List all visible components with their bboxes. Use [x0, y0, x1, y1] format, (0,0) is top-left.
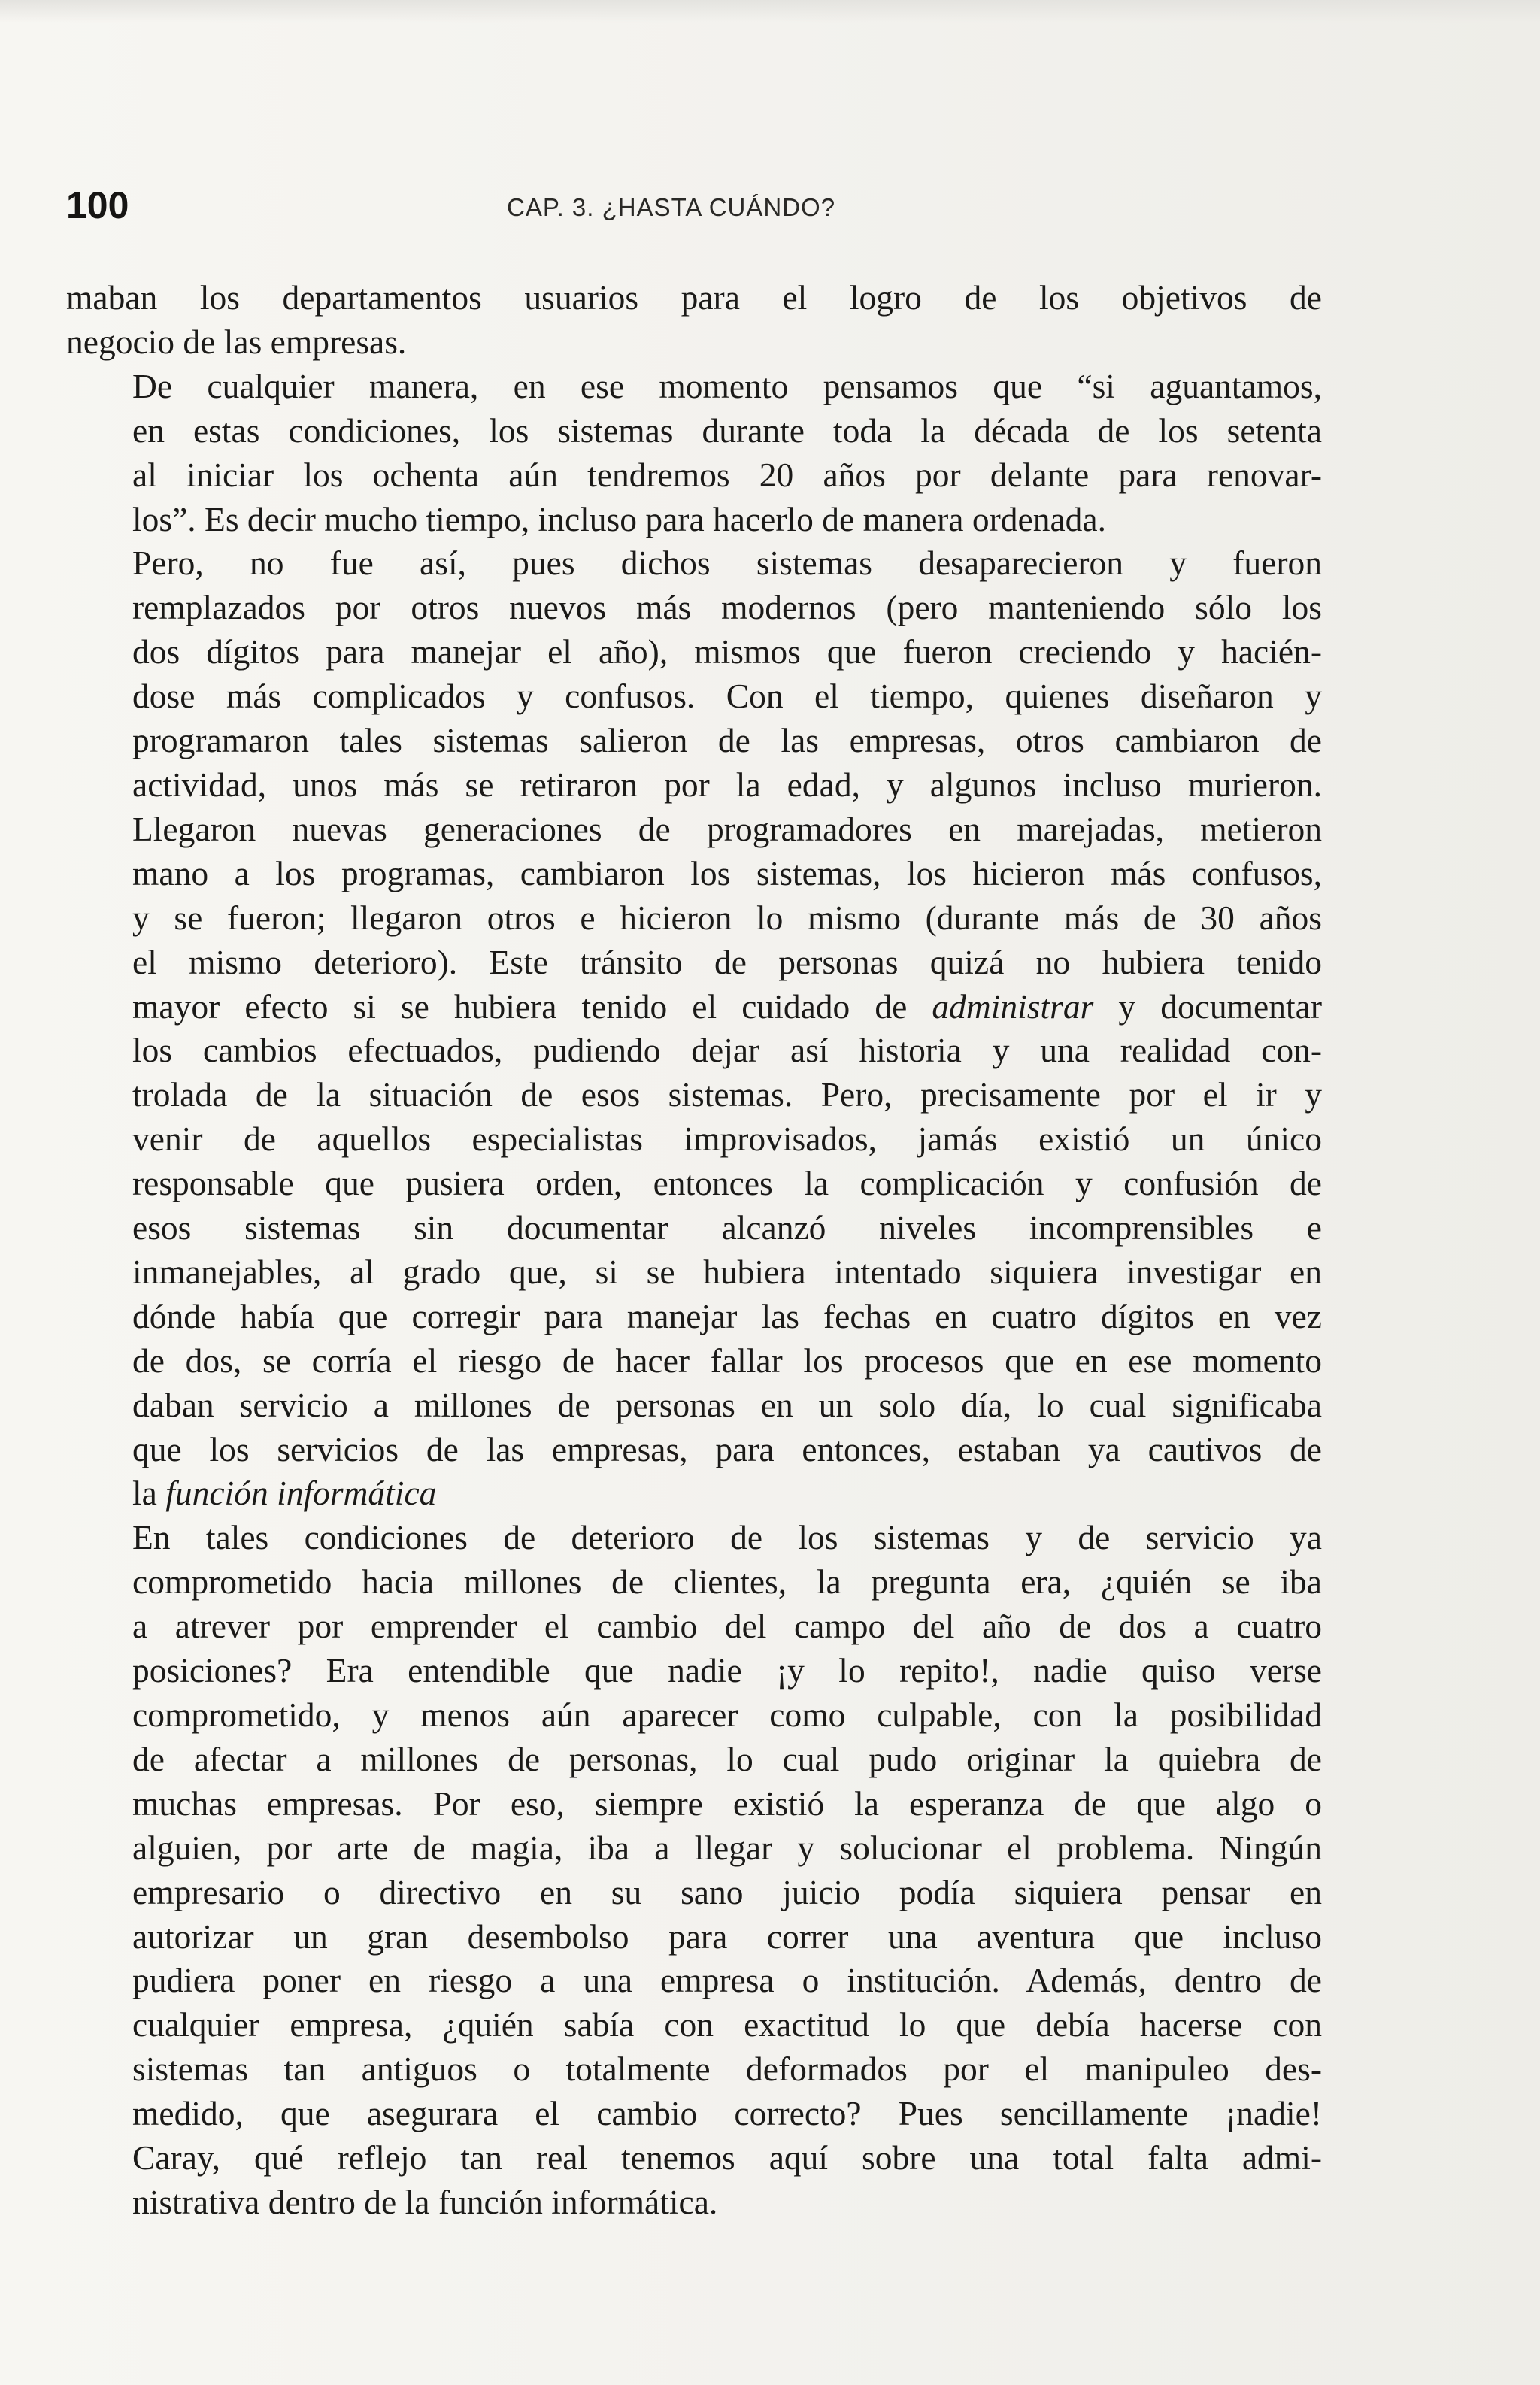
text-line: comprometido hacia millones de clientes, la pregunta era, ¿quién se iba — [132, 1562, 1322, 1602]
text-line: mano a los programas, cambiaron los sistemas, los hicieron más confusos, — [132, 853, 1322, 892]
text-line: De cualquier manera, en ese momento pensamos que “si aguantamos, — [132, 366, 1322, 405]
text-line: posiciones? Era entendible que nadie ¡y lo repito!, nadie quiso verse — [132, 1651, 1322, 1690]
text-segment: la — [132, 1474, 166, 1513]
text-segment: mayor efecto si se hubiera tenido el cuidado de — [132, 986, 932, 1026]
text-line: a atrever por emprender el cambio del campo del año de dos a cuatro — [132, 1607, 1322, 1646]
text-line: actividad, unos más se retiraron por la edad, y algunos incluso murieron. — [132, 765, 1322, 804]
text-line: en estas condiciones, los sistemas durante toda la década de los setenta — [132, 411, 1322, 450]
text-line: y se fueron; llegaron otros e hicieron lo mismo (durante más de 30 años — [132, 898, 1322, 937]
text-line-with-emphasis — [66, 1471, 1322, 1516]
paragraph — [66, 276, 1322, 365]
body-text — [66, 276, 1322, 2225]
text-line: al iniciar los ochenta aún tendremos 20 años por delante para renovar- — [132, 455, 1322, 494]
page-header — [66, 179, 1322, 232]
text-line: muchas empresas. Por eso, siempre existió la esperanza de que algo o — [132, 1783, 1322, 1823]
text-line: empresario o directivo en su sano juicio podía siquiera pensar en — [132, 1872, 1322, 1911]
text-line: comprometido, y menos aún aparecer como culpable, con la posibilidad — [132, 1696, 1322, 1734]
text-line: Llegaron nuevas generaciones de programadores en marejadas, metieron — [132, 809, 1322, 848]
text-segment: y documentar — [1093, 986, 1322, 1026]
text-line: venir de aquellos especialistas improvisados, jamás existió un único — [132, 1120, 1322, 1159]
page-number: 100 — [66, 184, 129, 226]
text-line: de dos, se corría el riesgo de hacer fallar los procesos que en ese momento — [132, 1341, 1322, 1380]
paragraph — [66, 541, 1322, 1516]
text-line: responsable que pusiera orden, entonces la complicación y confusión de — [132, 1164, 1322, 1203]
text-line: el mismo deterioro). Este tránsito de personas quizá no hubiera tenido — [132, 942, 1322, 981]
text-line: dose más complicados y confusos. Con el tiempo, quienes diseñaron y — [132, 677, 1322, 716]
scan-edge-shadow — [0, 0, 1540, 23]
text-line: maban los departamentos usuarios para el logro de los objetivos de — [66, 278, 1322, 317]
text-line: Caray, qué reflejo tan real tenemos aquí sobre una total falta admi- — [132, 2138, 1322, 2177]
paragraph — [66, 1516, 1322, 2225]
text-line: remplazados por otros nuevos más modernos (pero manteniendo sólo los — [132, 588, 1322, 627]
text-line: dos dígitos para manejar el año), mismos que fueron creciendo y hacién- — [132, 632, 1322, 671]
text-line: que los servicios de las empresas, para entonces, estaban ya cautivos de — [132, 1429, 1322, 1468]
emphasized-term: función informática — [165, 1474, 437, 1513]
text-line: programaron tales sistemas salieron de las empresas, otros cambiaron de — [132, 721, 1322, 760]
text-line: Pero, no fue así, pues dichos sistemas desaparecieron y fueron — [132, 544, 1322, 583]
text-line: inmanejables, al grado que, si se hubiera intentado siquiera investigar en — [132, 1252, 1322, 1291]
text-line: de afectar a millones de personas, lo cual pudo originar la quiebra de — [132, 1739, 1322, 1778]
text-line: autorizar un gran desembolso para correr una aventura que incluso — [132, 1917, 1322, 1956]
paragraph — [66, 365, 1322, 542]
text-line: cualquier empresa, ¿quién sabía con exactitud lo que debía hacerse con — [132, 2005, 1322, 2044]
text-line: los cambios efectuados, pudiendo dejar así historia y una realidad con- — [132, 1031, 1322, 1070]
text-line: negocio de las empresas. — [66, 322, 407, 361]
running-head: CAP. 3. ¿HASTA CUÁNDO? — [507, 193, 836, 221]
text-line: trolada de la situación de esos sistemas. Pero, precisamente por el ir y — [132, 1075, 1322, 1114]
text-line: En tales condiciones de deterioro de los sistemas y de servicio ya — [132, 1518, 1322, 1557]
text-line: los”. Es decir mucho tiempo, incluso para hacerlo de manera ordenada. — [132, 499, 1106, 538]
text-line: dónde había que corregir para manejar las fechas en cuatro dígitos en vez — [132, 1296, 1322, 1335]
text-line: medido, que asegurara el cambio correcto? Pues sencillamente ¡nadie! — [132, 2094, 1322, 2133]
text-line: nistrativa dentro de la función informática. — [132, 2182, 718, 2221]
emphasized-word: administrar — [932, 986, 1094, 1026]
text-line: sistemas tan antiguos o totalmente deformados por el manipuleo des- — [132, 2050, 1322, 2089]
text-line: esos sistemas sin documentar alcanzó niveles incomprensibles e — [132, 1208, 1322, 1247]
text-line: daban servicio a millones de personas en un solo día, lo cual significaba — [132, 1385, 1322, 1424]
text-line: pudiera poner en riesgo a una empresa o institución. Además, dentro de — [132, 1961, 1322, 2000]
text-line: alguien, por arte de magia, iba a llegar y solucionar el problema. Ningún — [132, 1828, 1322, 1867]
text-line-with-emphasis — [66, 985, 1322, 1029]
